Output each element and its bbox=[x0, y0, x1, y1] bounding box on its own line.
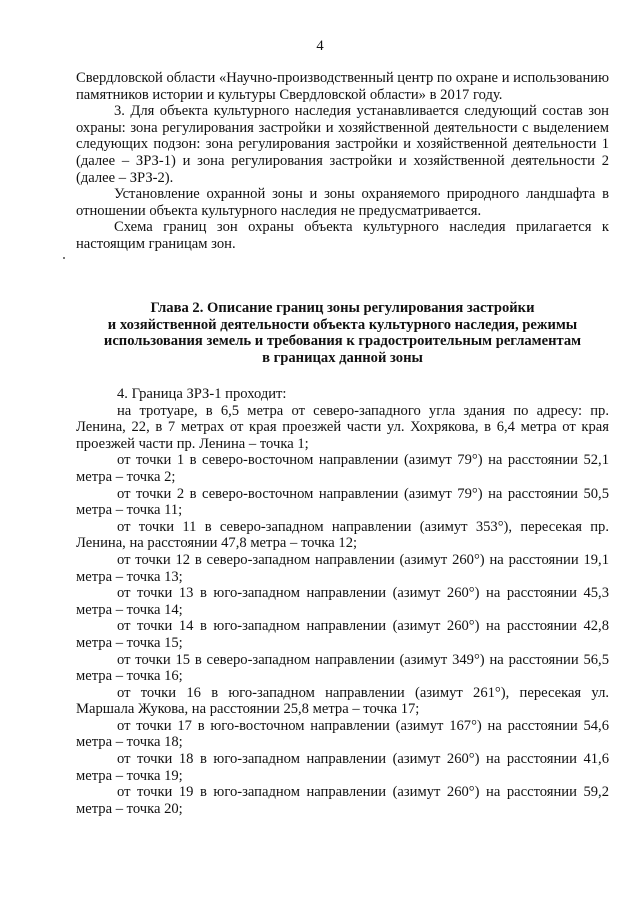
chapter-heading-line: и хозяйственной деятельности объекта культурного наследия, режимы bbox=[107, 316, 578, 333]
chapter-heading-line: в границах данной зоны bbox=[262, 349, 423, 366]
paragraph-no-protection-zone: Установление охранной зоны и зоны охраняемого природного ландшафта в отношении объекта культурного наследия не предусматривается. bbox=[76, 186, 609, 219]
boundary-point: от точки 1 в северо-восточном направлении (азимут 79°) на расстоянии 52,1 метра – точка 2; bbox=[76, 452, 609, 485]
paragraph-clause-3: 3. Для объекта культурного наследия устанавливается следующий состав зон охраны: зона регулирования застройки и хозяйственной деятельности с выделением следующих подзон: зона регулирования застройки и хозяйственной деятельности 1 (далее – ЗРЗ-1) и зона регулирования застройки и хозяйственной деятельности 2 (далее – ЗРЗ-2). bbox=[76, 103, 609, 186]
boundary-point: от точки 19 в юго-западном направлении (азимут 260°) на расстоянии 59,2 метра – точка 20; bbox=[76, 784, 609, 817]
intro-block bbox=[76, 70, 609, 253]
chapter-heading-line: использования земель и требования к градостроительным регламентам bbox=[103, 333, 582, 350]
paragraph-intro-continuation: Свердловской области «Научно-производственный центр по охране и использованию памятников истории и культуры Свердловской области» в 2017 году. bbox=[76, 70, 609, 103]
boundary-point: от точки 11 в северо-западном направлении (азимут 353°), пересекая пр. Ленина, на расстоянии 47,8 метра – точка 12; bbox=[76, 518, 609, 552]
boundary-point: от точки 13 в юго-западном направлении (азимут 260°) на расстоянии 45,3 метра – точка 14; bbox=[76, 585, 609, 618]
boundary-description bbox=[76, 386, 609, 817]
boundary-point: на тротуаре, в 6,5 метра от северо-западного угла здания по адресу: пр. Ленина, 22, в 7 метрах от края проезжей части ул. Хохрякова, в 6,4 метра от края проезжей части пр. Ленина – точка 1; bbox=[76, 402, 609, 452]
chapter-heading bbox=[76, 300, 609, 366]
scan-speck bbox=[63, 257, 65, 259]
boundary-point: от точки 2 в северо-восточном направлении (азимут 79°) на расстоянии 50,5 метра – точка 11; bbox=[76, 485, 609, 519]
boundary-point: от точки 12 в северо-западном направлении (азимут 260°) на расстоянии 19,1 метра – точка 13; bbox=[76, 551, 609, 585]
boundary-point: от точки 15 в северо-западном направлении (азимут 349°) на расстоянии 56,5 метра – точка 16; bbox=[76, 651, 609, 685]
boundary-point: от точки 18 в юго-западном направлении (азимут 260°) на расстоянии 41,6 метра – точка 19; bbox=[76, 751, 609, 784]
boundary-point: от точки 17 в юго-восточном направлении (азимут 167°) на расстоянии 54,6 метра – точка 18; bbox=[76, 717, 609, 751]
chapter-heading-line: Глава 2. Описание границ зоны регулирования застройки bbox=[150, 300, 535, 316]
section-intro: 4. Граница ЗРЗ-1 проходит: bbox=[117, 386, 287, 402]
boundary-point: от точки 14 в юго-западном направлении (азимут 260°) на расстоянии 42,8 метра – точка 15; bbox=[76, 618, 609, 651]
boundary-point: от точки 16 в юго-западном направлении (азимут 261°), пересекая ул. Маршала Жукова, на расстоянии 25,8 метра – точка 17; bbox=[76, 684, 609, 718]
paragraph-zone-scheme: Схема границ зон охраны объекта культурного наследия прилагается к настоящим границам зон. bbox=[76, 219, 609, 252]
page-number: 4 bbox=[316, 38, 324, 54]
